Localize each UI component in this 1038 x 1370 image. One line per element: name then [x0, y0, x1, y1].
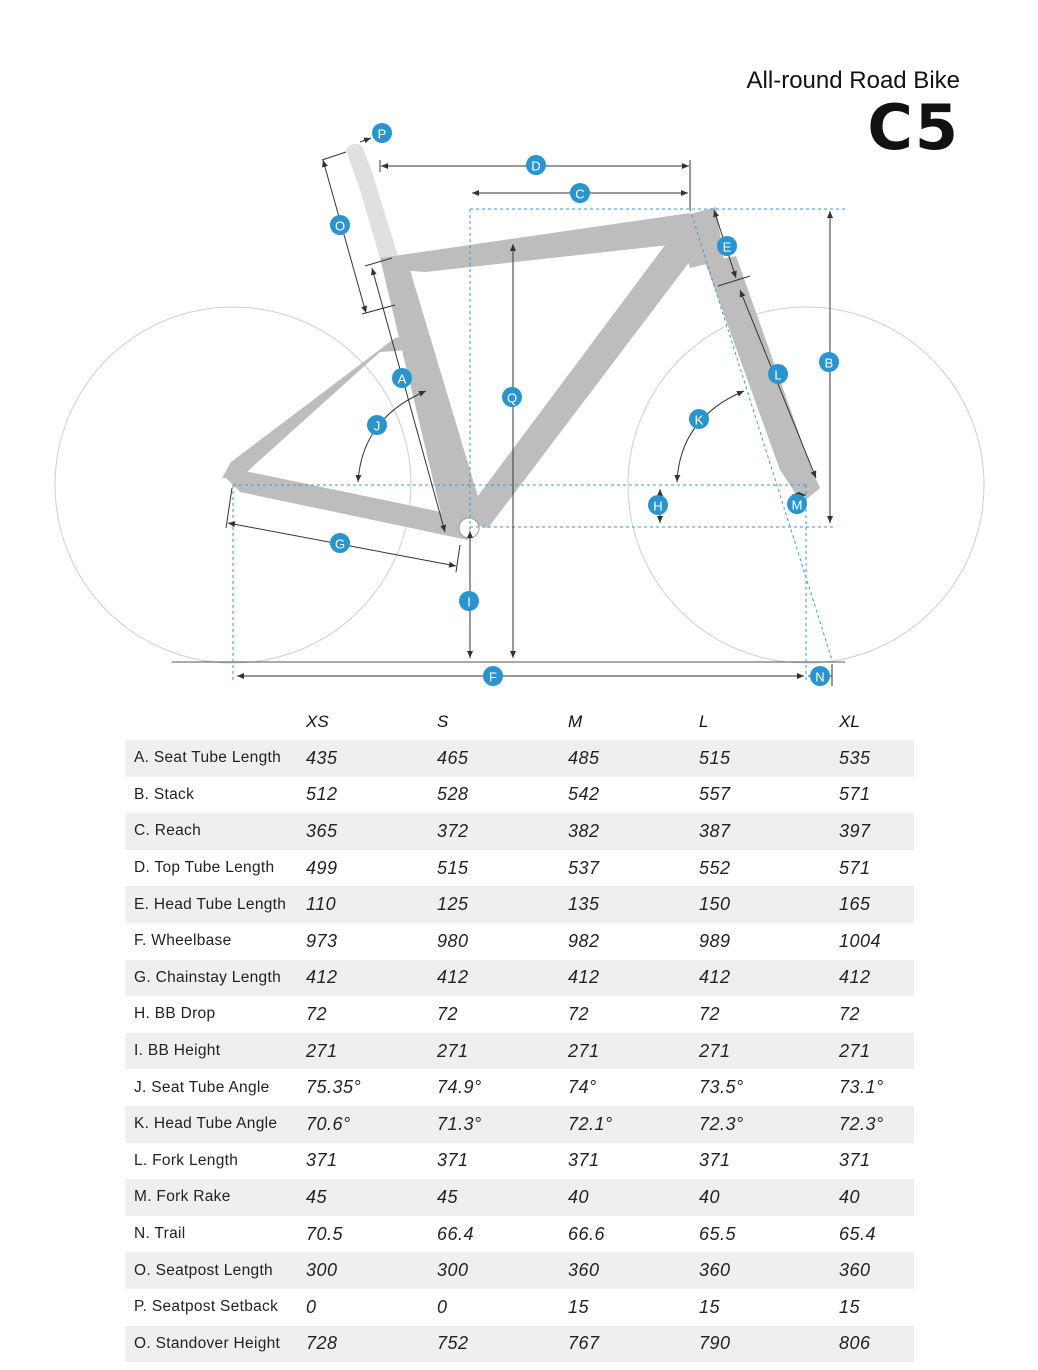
table-row — [125, 960, 914, 997]
svg-text:M: M — [791, 497, 803, 513]
badge-d — [526, 155, 546, 175]
row-value: 72.3° — [690, 1106, 830, 1143]
row-value: 150 — [690, 886, 830, 923]
row-value: 485 — [559, 740, 690, 777]
measurement-lines — [226, 138, 832, 686]
size-header: S — [437, 712, 449, 731]
row-value: 552 — [699, 857, 731, 878]
row-label: A. Seat Tube Length — [125, 740, 297, 777]
frame — [222, 207, 820, 540]
table-row — [125, 1069, 914, 1106]
badge-q — [502, 387, 522, 407]
row-value: 300 — [428, 1252, 559, 1289]
badge-c — [570, 183, 590, 203]
row-label: K. Head Tube Angle — [125, 1106, 297, 1143]
row-label: B. Stack — [134, 785, 195, 803]
svg-text:E: E — [722, 239, 732, 255]
table-row — [125, 1179, 914, 1216]
row-label: E. Head Tube Length — [125, 886, 297, 923]
row-value: 271 — [559, 1033, 690, 1070]
header-label-column — [125, 704, 297, 740]
table-row — [125, 1106, 914, 1143]
row-value: 135 — [559, 886, 690, 923]
row-value: 40 — [830, 1179, 914, 1216]
row-value: 300 — [297, 1252, 428, 1289]
row-value: 499 — [306, 857, 338, 878]
svg-text:N: N — [815, 669, 825, 685]
row-value: 75.35° — [306, 1077, 362, 1098]
table-row — [125, 777, 914, 814]
row-value: 382 — [559, 813, 690, 850]
row-label: O. Standover Height — [125, 1326, 297, 1363]
size-header: M — [568, 712, 583, 731]
row-value: 535 — [830, 740, 914, 777]
row-value: 74.9° — [437, 1077, 482, 1098]
row-value: 72 — [699, 1003, 721, 1024]
row-label: P. Seatpost Setback — [134, 1298, 279, 1316]
svg-text:G: G — [334, 536, 346, 552]
geometry-table — [125, 704, 914, 1362]
row-value: 271 — [690, 1033, 830, 1070]
row-value: 372 — [428, 813, 559, 850]
badge-h — [648, 495, 668, 515]
row-value: 790 — [690, 1326, 830, 1363]
size-header: XL — [839, 712, 860, 731]
row-label: J. Seat Tube Angle — [134, 1078, 270, 1096]
row-value: 465 — [428, 740, 559, 777]
row-value: 412 — [297, 960, 428, 997]
row-value: 40 — [559, 1179, 690, 1216]
badge-m — [787, 494, 807, 514]
row-value: 989 — [699, 930, 731, 951]
row-value: 74° — [568, 1077, 597, 1098]
svg-text:F: F — [489, 669, 497, 685]
bike-model: C5 — [867, 91, 960, 164]
row-value: 40 — [690, 1179, 830, 1216]
row-label: H. BB Drop — [134, 1005, 216, 1023]
row-value: 66.4 — [437, 1223, 475, 1244]
row-value: 73.5° — [699, 1077, 744, 1098]
table-row — [125, 1143, 914, 1180]
row-value: 515 — [690, 740, 830, 777]
row-value: 806 — [830, 1326, 914, 1363]
row-label: L. Fork Length — [134, 1151, 239, 1169]
svg-text:P: P — [377, 126, 387, 142]
row-value: 973 — [306, 930, 338, 951]
table-row — [125, 850, 914, 887]
badge-b — [819, 352, 839, 372]
row-value: 72 — [437, 1003, 459, 1024]
row-label: M. Fork Rake — [125, 1179, 297, 1216]
row-value: 0 — [306, 1296, 317, 1317]
row-label: C. Reach — [125, 813, 297, 850]
row-value: 70.5 — [306, 1223, 344, 1244]
row-value: 15 — [568, 1296, 590, 1317]
row-value: 767 — [559, 1326, 690, 1363]
svg-text:D: D — [531, 158, 541, 174]
row-value: 45 — [428, 1179, 559, 1216]
row-value: 515 — [437, 857, 469, 878]
row-label: O. Seatpost Length — [125, 1252, 297, 1289]
badge-o — [330, 215, 350, 235]
svg-text:L: L — [774, 367, 782, 383]
row-value: 1004 — [839, 930, 882, 951]
row-value: 360 — [830, 1252, 914, 1289]
row-value: 15 — [699, 1296, 721, 1317]
size-header: XS — [306, 712, 329, 731]
svg-text:H: H — [653, 498, 663, 514]
row-value: 387 — [690, 813, 830, 850]
row-value: 980 — [437, 930, 469, 951]
row-value: 571 — [839, 857, 871, 878]
row-value: 360 — [559, 1252, 690, 1289]
row-value: 15 — [839, 1296, 861, 1317]
row-value: 512 — [306, 784, 338, 805]
badge-j — [367, 415, 387, 435]
row-value: 71.3° — [428, 1106, 559, 1143]
size-header: L — [699, 712, 709, 731]
svg-text:O: O — [334, 218, 346, 234]
row-value: 371 — [568, 1150, 600, 1171]
row-value: 73.1° — [839, 1077, 884, 1098]
bottom-bracket — [459, 518, 479, 538]
row-value: 371 — [839, 1150, 871, 1171]
row-value: 412 — [559, 960, 690, 997]
row-value: 728 — [297, 1326, 428, 1363]
row-value: 110 — [297, 886, 428, 923]
table-row — [125, 923, 914, 960]
row-label: D. Top Tube Length — [134, 859, 275, 877]
bike-subtitle: All-round Road Bike — [746, 67, 960, 94]
badge-f — [483, 666, 503, 686]
row-value: 371 — [306, 1150, 338, 1171]
row-value: 571 — [839, 784, 871, 805]
row-value: 125 — [428, 886, 559, 923]
row-value: 0 — [437, 1296, 448, 1317]
table-row — [125, 1326, 914, 1363]
badge-k — [689, 409, 709, 429]
table-header-row — [125, 704, 914, 740]
row-label: F. Wheelbase — [134, 932, 232, 950]
row-value: 412 — [428, 960, 559, 997]
row-value: 70.6° — [297, 1106, 428, 1143]
badge-l — [768, 364, 788, 384]
svg-text:C: C — [575, 186, 585, 202]
badge-i — [459, 591, 479, 611]
row-value: 165 — [830, 886, 914, 923]
row-value: 982 — [568, 930, 600, 951]
row-value: 557 — [699, 784, 731, 805]
row-value: 528 — [437, 784, 469, 805]
row-value: 72.3° — [830, 1106, 914, 1143]
table-row — [125, 1033, 914, 1070]
table-row — [125, 1216, 914, 1253]
table-row — [125, 1252, 914, 1289]
svg-text:I: I — [467, 594, 471, 610]
row-value: 271 — [830, 1033, 914, 1070]
row-value: 66.6 — [568, 1223, 606, 1244]
badge-g — [330, 533, 350, 553]
row-label: G. Chainstay Length — [125, 960, 297, 997]
row-value: 752 — [428, 1326, 559, 1363]
row-value: 271 — [428, 1033, 559, 1070]
table-row — [125, 813, 914, 850]
svg-text:J: J — [373, 418, 381, 434]
row-value: 72 — [306, 1003, 328, 1024]
row-value: 65.5 — [699, 1223, 737, 1244]
svg-text:B: B — [824, 355, 834, 371]
svg-text:Q: Q — [506, 390, 518, 406]
row-value: 397 — [830, 813, 914, 850]
row-value: 412 — [830, 960, 914, 997]
row-label: N. Trail — [134, 1225, 186, 1243]
table-row — [125, 996, 914, 1033]
row-value: 435 — [297, 740, 428, 777]
row-value: 45 — [297, 1179, 428, 1216]
table-row — [125, 886, 914, 923]
row-value: 360 — [690, 1252, 830, 1289]
svg-text:K: K — [694, 412, 704, 428]
badge-a — [392, 368, 412, 388]
row-value: 371 — [437, 1150, 469, 1171]
seatpost — [346, 144, 398, 262]
row-value: 65.4 — [839, 1223, 877, 1244]
row-value: 271 — [297, 1033, 428, 1070]
row-value: 72 — [839, 1003, 861, 1024]
row-value: 542 — [568, 784, 600, 805]
row-value: 537 — [568, 857, 600, 878]
row-value: 72.1° — [559, 1106, 690, 1143]
badge-e — [717, 236, 737, 256]
table-row — [125, 740, 914, 777]
row-label: I. BB Height — [125, 1033, 297, 1070]
table-body — [125, 740, 914, 1362]
badge-p — [372, 123, 392, 143]
row-value: 371 — [699, 1150, 731, 1171]
table-row — [125, 1289, 914, 1326]
row-value: 412 — [690, 960, 830, 997]
row-value: 72 — [568, 1003, 590, 1024]
row-value: 365 — [297, 813, 428, 850]
badge-n — [810, 666, 830, 686]
svg-text:A: A — [397, 371, 407, 387]
